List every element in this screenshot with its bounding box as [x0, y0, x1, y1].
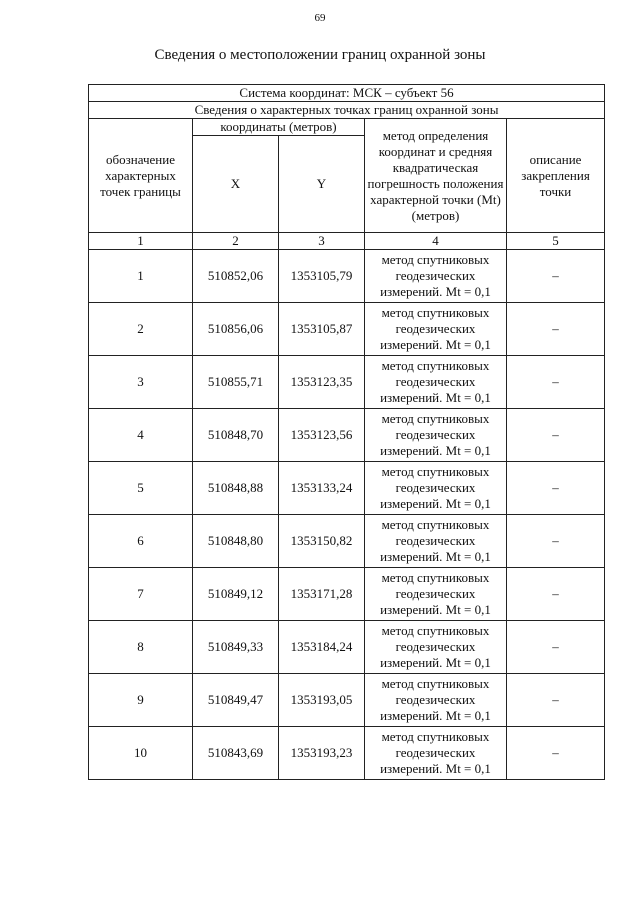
x-coordinate-cell: 510848,80: [193, 515, 279, 568]
x-coordinate-cell: 510855,71: [193, 356, 279, 409]
y-coordinate-cell: 1353193,05: [279, 674, 365, 727]
method-cell: метод спутниковых геодезических измерений. Mt = 0,1: [365, 250, 507, 303]
description-cell: –: [507, 303, 605, 356]
method-cell: метод спутниковых геодезических измерений. Mt = 0,1: [365, 674, 507, 727]
description-cell: –: [507, 674, 605, 727]
method-cell: метод спутниковых геодезических измерений. Mt = 0,1: [365, 409, 507, 462]
y-coordinate-cell: 1353133,24: [279, 462, 365, 515]
col-y-header: Y: [279, 136, 365, 233]
point-cell: 9: [89, 674, 193, 727]
y-coordinate-cell: 1353171,28: [279, 568, 365, 621]
point-cell: 1: [89, 250, 193, 303]
point-cell: 6: [89, 515, 193, 568]
col-designation-header: обозначение характерных точек границы: [89, 119, 193, 233]
table-row: [89, 621, 605, 674]
y-coordinate-cell: 1353105,87: [279, 303, 365, 356]
point-cell: 3: [89, 356, 193, 409]
boundary-points-table: [88, 84, 605, 780]
point-cell: 4: [89, 409, 193, 462]
method-cell: метод спутниковых геодезических измерений. Mt = 0,1: [365, 568, 507, 621]
point-cell: 5: [89, 462, 193, 515]
x-coordinate-cell: 510849,33: [193, 621, 279, 674]
description-cell: –: [507, 409, 605, 462]
point-cell: 10: [89, 727, 193, 780]
y-coordinate-cell: 1353150,82: [279, 515, 365, 568]
y-coordinate-cell: 1353193,23: [279, 727, 365, 780]
method-cell: метод спутниковых геодезических измерений. Mt = 0,1: [365, 515, 507, 568]
y-coordinate-cell: 1353105,79: [279, 250, 365, 303]
description-cell: –: [507, 356, 605, 409]
point-cell: 7: [89, 568, 193, 621]
x-coordinate-cell: 510848,70: [193, 409, 279, 462]
document-title: Сведения о местоположении границ охранной зоны: [154, 47, 486, 63]
points-info-header: Сведения о характерных точках границ охранной зоны: [89, 102, 605, 119]
description-cell: –: [507, 250, 605, 303]
table-row: [89, 356, 605, 409]
x-coordinate-cell: 510848,88: [193, 462, 279, 515]
description-cell: –: [507, 568, 605, 621]
table-row: [89, 568, 605, 621]
y-coordinate-cell: 1353123,56: [279, 409, 365, 462]
table-row: [89, 462, 605, 515]
col-number: 5: [507, 233, 605, 250]
col-number: 3: [279, 233, 365, 250]
method-cell: метод спутниковых геодезических измерений. Mt = 0,1: [365, 356, 507, 409]
x-coordinate-cell: 510849,12: [193, 568, 279, 621]
x-coordinate-cell: 510849,47: [193, 674, 279, 727]
method-cell: метод спутниковых геодезических измерений. Mt = 0,1: [365, 727, 507, 780]
method-cell: метод спутниковых геодезических измерений. Mt = 0,1: [365, 303, 507, 356]
coordinate-system-header: Система координат: МСК – субъект 56: [89, 85, 605, 102]
table-row: [89, 674, 605, 727]
table-row: [89, 727, 605, 780]
table-row: [89, 250, 605, 303]
col-x-header: X: [193, 136, 279, 233]
col-method-header: метод определения координат и средняя квадратическая погрешность положения характерной точки (Mt) (метров): [365, 119, 507, 233]
col-number: 1: [89, 233, 193, 250]
y-coordinate-cell: 1353123,35: [279, 356, 365, 409]
y-coordinate-cell: 1353184,24: [279, 621, 365, 674]
col-description-header: описание закрепления точки: [507, 119, 605, 233]
page-number: 69: [314, 12, 326, 24]
point-cell: 8: [89, 621, 193, 674]
point-cell: 2: [89, 303, 193, 356]
col-coordinates-header: координаты (метров): [193, 119, 365, 136]
x-coordinate-cell: 510852,06: [193, 250, 279, 303]
x-coordinate-cell: 510856,06: [193, 303, 279, 356]
description-cell: –: [507, 462, 605, 515]
table-row: [89, 303, 605, 356]
method-cell: метод спутниковых геодезических измерений. Mt = 0,1: [365, 462, 507, 515]
description-cell: –: [507, 515, 605, 568]
table-row: [89, 409, 605, 462]
description-cell: –: [507, 727, 605, 780]
col-number: 4: [365, 233, 507, 250]
col-number: 2: [193, 233, 279, 250]
method-cell: метод спутниковых геодезических измерений. Mt = 0,1: [365, 621, 507, 674]
table-row: [89, 515, 605, 568]
x-coordinate-cell: 510843,69: [193, 727, 279, 780]
description-cell: –: [507, 621, 605, 674]
